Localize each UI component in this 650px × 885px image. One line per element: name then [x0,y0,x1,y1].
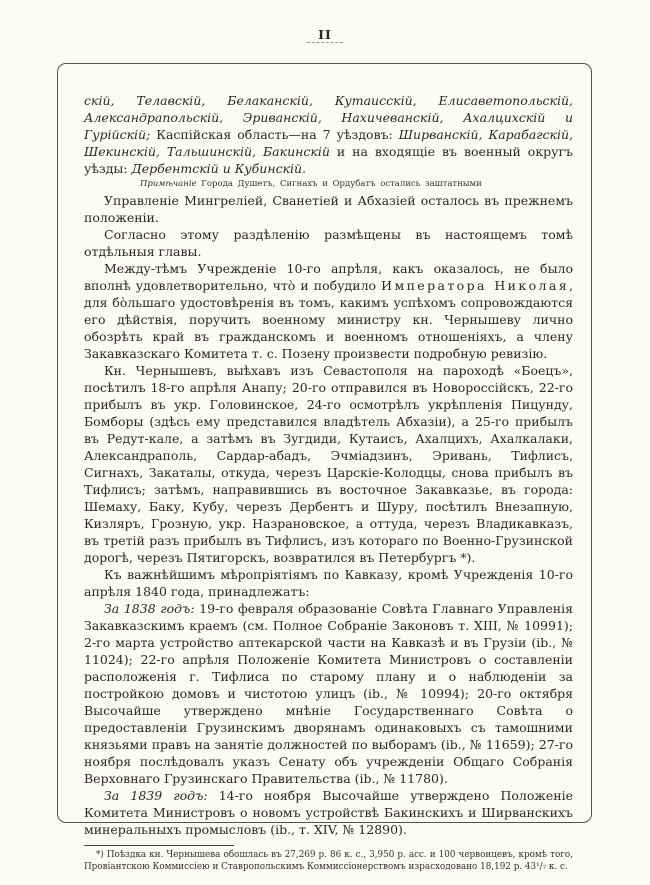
districts-normal-2: и на входящіе въ военный округъ уѣзды: [84,144,573,176]
page-number-flourish [307,42,343,43]
paragraph-districts [84,92,573,177]
mezhdu-after: , для бо̀льшаго удостовѣренія въ томъ, какимъ успѣхомъ сопровождаются его дѣйствія, поручить военному министру кн. Чернышеву лично обозрѣть край въ гражданскомъ и военномъ отношеніяхъ, а члену Закавказскаго Комитета т. с. Позену произвести подробную ревизію. [84,278,573,361]
districts-italic-3: Дербентскій и Кубинскій. [131,161,307,176]
note-line [84,177,573,192]
districts-italic-2: Ширванскій, Карабагскій, Шекинскій, Тальшинскій, Бакинскій [84,127,573,159]
paragraph-upravlenie: Управленіе Мингреліей, Сванетіей и Абхазіей осталось въ прежнемъ положеніи. [84,193,573,225]
mezhdu-before: Между-тѣмъ Учрежденіе 10-го апрѣля, какъ оказалось, не было вполнѣ удовлетворительно, что̀ и побудило [84,261,573,293]
year-1839-text: 14-го ноября Высочайше утверждено Положеніе Комитета Министровъ о новомъ устройствѣ Бакинскихъ и Ширванскихъ минеральныхъ промысловъ (ib., т. XIV, № 12890). [84,788,573,837]
paragraph-vazhneyshim: Къ важнѣйшимъ мѣропріятіямъ по Кавказу, кромѣ Учрежденія 10-го апрѣля 1840 года, принадлежатъ: [84,567,573,599]
year-1839-label: За 1839 годъ: [104,788,208,803]
note-label: Примѣчаніе [140,179,197,189]
footnote-separator [84,845,234,846]
page-number: II [318,27,332,42]
paragraph-soglasno: Согласно этому раздѣленію размѣщены въ настоящемъ томѣ отдѣльныя главы. [84,227,573,259]
districts-normal-1: Каспійская область—на 7 уѣздовъ: [150,127,399,142]
paragraph-year-1838 [84,600,573,787]
paragraph-chernyshev-journey: Кн. Чернышевъ, выѣхавъ изъ Севастополя на пароходѣ «Боецъ», посѣтилъ 18-го апрѣля Анапу; 20-го отправился въ Новороссійскъ, 22-го прибылъ въ укр. Головинское, 24-го осмотрѣлъ укрѣпленія Пицунду, Бомборы (здѣсь ему представился владѣтель Абхазіи), а 25-го прибылъ въ Редут-кале, а затѣмъ въ Зугдиди, Кутаисъ, Ахалцихъ, Ахалкалаки, Александраполь, Сардар-абадъ, Эчміадзинъ, Эривань, Тифлисъ, Сигнахъ, Закаталы, откуда, черезъ Царскіе-Колодцы, снова прибылъ въ Тифлисъ; затѣмъ, направившись въ восточное Закавказье, въ города: Шемаху, Баку, Кубу, черезъ Дербентъ и Шуру, посѣтилъ Внезапную, Кизляръ, Грозную, укр. Назрановское, а оттуда, черезъ Владикавказъ, въ третій разъ прибылъ въ Тифлисъ, изъ котораго по Военно-Грузинской дорогѣ, черезъ Пятигорскъ, возвратился въ Петербургъ *). [84,363,573,565]
page-header [0,28,650,43]
paragraph-mezhdu [84,260,573,362]
footnote: *) Поѣздка кн. Чернышева обошлась въ 27,269 р. 86 к. с., 3,950 р. асс. и 100 червонцевъ, кромѣ того, Провіантскою Коммиссіею и Ставропольскимъ Коммиссіонерствомъ израсходовано 18,192 р. 43¹/₇ к. с. [84,850,573,872]
note-text: Города Душетъ, Сигнахъ и Ордубатъ остались заштатными [196,179,482,189]
text-block [84,92,573,873]
emperor-name-spaced: Императора Николая [381,278,570,293]
year-1838-label: За 1838 годъ: [104,601,195,616]
paragraph-year-1839 [84,787,573,838]
year-1838-text: 19-го февраля образованіе Совѣта Главнаго Управленія Закавказскимъ краемъ (см. Полное Собраніе Законовъ т. XIII, № 10991); 2-го марта устройство аптекарской части на Кавказѣ и въ Грузіи (ib., № 11024); 22-го апрѣля Положеніе Комитета Министровъ о составленіи расположенія г. Тифлиса по старому плану и о наблюденіи за постройкою домовъ и чистотою улицъ (ib., № 10994); 20-го октября Высочайше утверждено мнѣніе Государственнаго Совѣта о предоставленіи Грузинскимъ дворянамъ одинаковыхъ съ тамошними князьями правъ на занятіе должностей по выборамъ (ib., № 11659); 27-го ноября послѣдовалъ указъ Сенату объ учрежденіи Общаго Собранія Верховнаго Грузинскаго Правительства (ib., № 11780). [84,601,573,786]
districts-italic-1: скій, Телавскій, Белаканскій, Кутаисскій, Елисаветопольскій, Александрапольскій, Эриванскій, Нахичеванскій, Ахалцихскій и Гурійскій; [84,93,573,142]
